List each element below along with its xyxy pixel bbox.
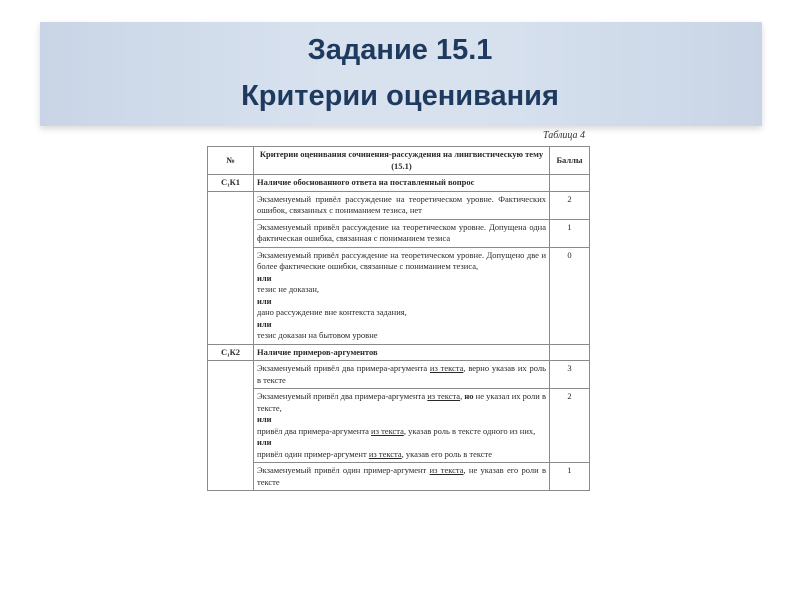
table-row bbox=[208, 344, 590, 361]
table-row bbox=[208, 463, 590, 491]
points-value: 2 bbox=[550, 389, 590, 463]
slide-title: Задание 15.1 bbox=[307, 34, 493, 66]
criterion-description: Экзаменуемый привёл два примера-аргумента из текста, верно указав их роль в тексте bbox=[254, 361, 550, 389]
table-row bbox=[208, 219, 590, 247]
table-row bbox=[208, 175, 590, 192]
criteria-table bbox=[207, 146, 590, 491]
criterion-code: С₁К1 bbox=[208, 175, 254, 192]
points-value: 2 bbox=[550, 191, 590, 219]
points-value: 1 bbox=[550, 463, 590, 491]
points-value: 3 bbox=[550, 361, 590, 389]
slide-subtitle: Критерии оценивания bbox=[241, 80, 559, 112]
criterion-title: Наличие примеров-аргументов bbox=[254, 344, 550, 361]
criterion-description: Экзаменуемый привёл рассуждение на теоретическом уровне. Фактических ошибок, связанных с пониманием тезиса, нет bbox=[254, 191, 550, 219]
criterion-description: Экзаменуемый привёл один пример-аргумент из текста, не указав его роли в тексте bbox=[254, 463, 550, 491]
criterion-description: Экзаменуемый привёл два примера-аргумента из текста, но не указал их роли в тексте, или привёл два примера-аргумента из текста, указав роль в тексте одного из них, или привёл один пример-аргумент из текста, указав его роль в тексте bbox=[254, 389, 550, 463]
points-value: 1 bbox=[550, 219, 590, 247]
header-criteria: Критерии оценивания сочинения-рассуждения на лингвистическую тему (15.1) bbox=[254, 147, 550, 175]
table-row bbox=[208, 361, 590, 389]
table-row bbox=[208, 389, 590, 463]
criterion-code: С₁К2 bbox=[208, 344, 254, 361]
points-value: 0 bbox=[550, 247, 590, 344]
table-row bbox=[208, 191, 590, 219]
header-points: Баллы bbox=[550, 147, 590, 175]
criterion-title: Наличие обоснованного ответа на поставленный вопрос bbox=[254, 175, 550, 192]
header-num: № bbox=[208, 147, 254, 175]
table-row bbox=[208, 247, 590, 344]
table-header-row bbox=[208, 147, 590, 175]
table-caption: Таблица 4 bbox=[543, 130, 585, 141]
criterion-description: Экзаменуемый привёл рассуждение на теоретическом уровне. Допущено две и более фактические ошибки, связанные с пониманием тезиса, или тезис не доказан, или дано рассуждение вне контекста задания, или тезис доказан на бытовом уровне bbox=[254, 247, 550, 344]
criterion-description: Экзаменуемый привёл рассуждение на теоретическом уровне. Допущена одна фактическая ошибка, связанная с пониманием тезиса bbox=[254, 219, 550, 247]
